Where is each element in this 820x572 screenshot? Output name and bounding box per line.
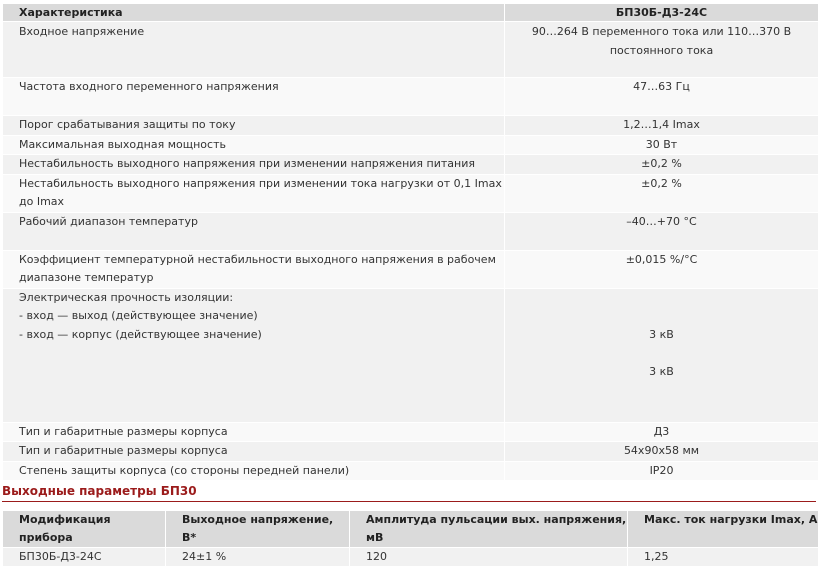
- output-table: [2, 510, 819, 567]
- spec-value: 1,2…1,4 Imax: [623, 118, 700, 131]
- output-section-title: Выходные параметры БП30: [2, 484, 816, 502]
- spec-row: [3, 288, 819, 422]
- output-cell: БП30Б-Д3-24С: [3, 548, 166, 567]
- spec-name: Коэффициент температурной нестабильности выходного напряжения в рабочем диапазоне температур: [19, 252, 496, 284]
- output-cell: 1,25: [628, 548, 819, 567]
- spec-name: Электрическая прочность изоляции:: [19, 290, 234, 304]
- spec-value: –40…+70 °C: [626, 214, 697, 228]
- spec-name: Порог срабатывания защиты по току: [19, 118, 236, 131]
- spec-name: Степень защиты корпуса (со стороны передней панели): [19, 463, 350, 477]
- spec-table: [2, 3, 819, 481]
- spec-row: [3, 174, 819, 212]
- spec-row: [3, 442, 819, 462]
- spec-value: 47…63 Гц: [633, 80, 690, 93]
- spec-value: постоянного тока: [609, 43, 714, 57]
- spec-header-characteristic: Характеристика: [3, 4, 505, 22]
- spec-value: 3 кВ: [649, 365, 674, 378]
- spec-subitem: - вход — выход (действующее значение): [19, 309, 258, 322]
- spec-row: [3, 155, 819, 175]
- spec-value: 3 кВ: [649, 327, 674, 341]
- spec-row: [3, 212, 819, 250]
- spec-name: Частота входного переменного напряжения: [19, 80, 279, 93]
- output-row: [3, 548, 819, 567]
- spec-value: ±0,2 %: [641, 176, 682, 190]
- spec-value: 54х90х58 мм: [623, 444, 700, 457]
- spec-name: Входное напряжение: [19, 25, 145, 38]
- output-header-cell: Макс. ток нагрузки Imax, А: [628, 511, 819, 548]
- spec-value: ±0,2 %: [641, 157, 682, 170]
- spec-value: 90…264 В переменного тока или 110…370 В: [531, 25, 792, 38]
- spec-name: Рабочий диапазон температур: [19, 214, 198, 228]
- output-header-row: [3, 511, 819, 548]
- spec-row: [3, 22, 819, 78]
- spec-name: Нестабильность выходного напряжения при изменении напряжения питания: [19, 157, 475, 170]
- output-header-cell: Выходное напряжение, В*: [166, 511, 350, 548]
- spec-value: IP20: [649, 463, 674, 477]
- spec-header-model: БП30Б-Д3-24С: [505, 4, 819, 22]
- spec-name: Тип и габаритные размеры корпуса: [19, 424, 228, 438]
- spec-subitem: - вход — корпус (действующее значение): [19, 327, 262, 341]
- spec-name: Нестабильность выходного напряжения при изменении тока нагрузки от 0,1 Imax до Imax: [19, 176, 502, 208]
- spec-value: Д3: [653, 424, 670, 438]
- output-header-cell: Амплитуда пульсации вых. напряжения, мВ: [350, 511, 628, 548]
- spec-name: Тип и габаритные размеры корпуса: [19, 444, 228, 457]
- output-cell: 120: [350, 548, 628, 567]
- output-cell: 24±1 %: [166, 548, 350, 567]
- spec-row: [3, 78, 819, 116]
- spec-row: [3, 422, 819, 442]
- spec-value: ±0,015 %/°C: [625, 252, 698, 266]
- spec-row: [3, 250, 819, 288]
- spec-row: [3, 116, 819, 136]
- spec-header-row: [3, 4, 819, 22]
- spec-name: Максимальная выходная мощность: [19, 137, 226, 151]
- spec-row: [3, 135, 819, 155]
- spec-row: [3, 461, 819, 481]
- output-header-cell: Модификация прибора: [3, 511, 166, 548]
- spec-value: 30 Вт: [645, 137, 678, 151]
